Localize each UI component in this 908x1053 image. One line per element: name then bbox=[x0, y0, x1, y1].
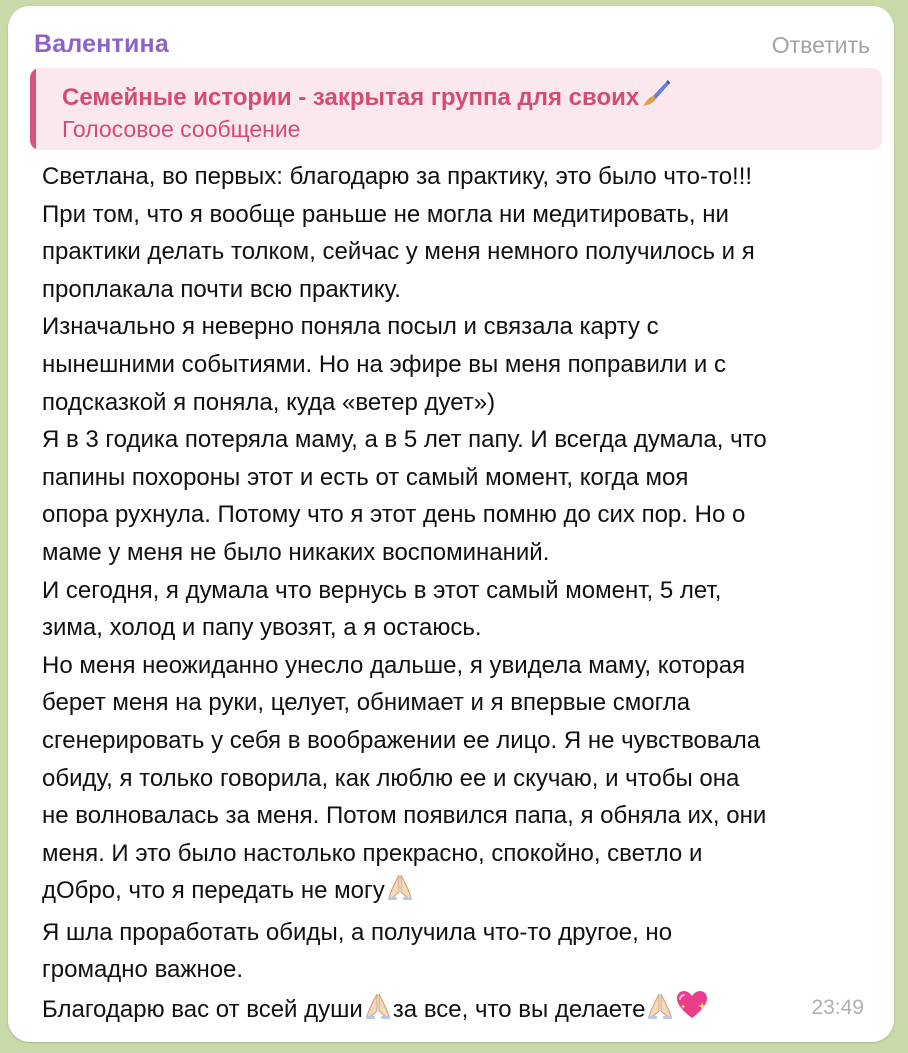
message-line: Я шла проработать обиды, а получила что-то другое, но bbox=[42, 918, 673, 946]
message-line: меня. И это было настолько прекрасно, спокойно, светло и bbox=[42, 839, 703, 867]
paintbrush-icon bbox=[641, 78, 671, 115]
message-line: При том, что я вообще раньше не могла ни медитировать, ни bbox=[42, 200, 729, 228]
message-line: практики делать толком, сейчас у меня немного получилось и я bbox=[42, 238, 755, 266]
message-line: Светлана, во первых: благодарю за практику, это было что-то!!! bbox=[42, 163, 753, 190]
praying-hands-icon bbox=[645, 991, 675, 1033]
forwarded-quote[interactable] bbox=[30, 68, 882, 150]
message-line: берет меня на руки, целует, обнимает и я впервые смогла bbox=[42, 689, 691, 717]
reply-button[interactable]: Ответить bbox=[771, 32, 870, 58]
message-line-text: дОбро, что я передать не могу bbox=[42, 877, 385, 905]
message-line: Я в 3 годика потеряла маму, а в 5 лет папу. И всегда думала, что bbox=[42, 426, 767, 454]
quote-title bbox=[62, 78, 671, 115]
message-line: И сегодня, я думала что вернусь в этот самый момент, 5 лет, bbox=[42, 576, 722, 604]
message-bubble bbox=[8, 6, 894, 1042]
message-line: проплакала почти всю практику. bbox=[42, 275, 401, 303]
sender-name[interactable]: Валентина bbox=[34, 30, 169, 58]
message-text bbox=[42, 158, 882, 1033]
message-line: громадно важное. bbox=[42, 956, 244, 984]
message-line bbox=[42, 872, 882, 914]
quote-title-text: Семейные истории - закрытая группа для своих bbox=[62, 84, 640, 111]
message-line-last bbox=[42, 989, 882, 1033]
message-line: не волновалась за меня. Потом появился папа, я обняла их, они bbox=[42, 802, 767, 830]
message-line: папины похороны этот и есть от самый момент, когда моя bbox=[42, 463, 689, 491]
message-line: опора рухнула. Потому что я этот день помню до сих пор. Но о bbox=[42, 501, 746, 529]
message-time: 23:49 bbox=[811, 996, 864, 1019]
message-line-text: Благодарю вас от всей души bbox=[42, 996, 363, 1024]
message-line: обиду, я только говорила, как люблю ее и скучаю, и чтобы она bbox=[42, 764, 740, 792]
praying-hands-icon bbox=[385, 872, 415, 914]
message-line: Но меня неожиданно унесло дальше, я увидела маму, которая bbox=[42, 651, 746, 679]
message-line: нынешними событиями. Но на эфире вы меня поправили и с bbox=[42, 350, 726, 378]
message-header bbox=[34, 28, 870, 64]
message-line-text: за все, что вы делаете bbox=[392, 996, 646, 1024]
praying-hands-icon bbox=[363, 991, 393, 1033]
message-line: Изначально я неверно поняла посыл и связала карту с bbox=[42, 313, 659, 341]
message-line: сгенерировать у себя в воображении ее лицо. Я не чувствовала bbox=[42, 726, 761, 754]
message-line: маме у меня не было никаких воспоминаний. bbox=[42, 538, 550, 566]
sparkling-heart-icon bbox=[675, 989, 709, 1033]
message-line: зима, холод и папу увозят, а я остаюсь. bbox=[42, 614, 482, 642]
quote-subtitle: Голосовое сообщение bbox=[62, 116, 301, 142]
message-line: подсказкой я поняла, куда «ветер дует») bbox=[42, 388, 496, 416]
quote-accent-bar bbox=[30, 68, 36, 150]
